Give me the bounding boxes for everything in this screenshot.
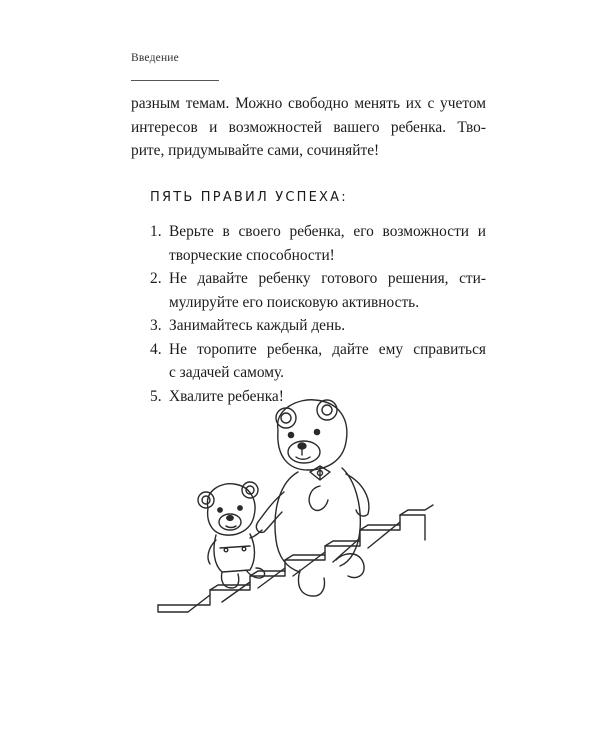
staircase-drawing <box>158 505 433 612</box>
big-bear-drawing <box>256 400 368 596</box>
intro-line: рите, придумывайте сами, сочиняйте! <box>131 142 380 159</box>
rule-line: Занимайтесь каждый день. <box>169 317 346 334</box>
rule-item <box>150 267 486 314</box>
small-bear-drawing <box>198 482 265 588</box>
rule-line: Не давайте ребенку готового решения, сти- <box>169 270 486 287</box>
rule-number: 3. <box>150 317 162 334</box>
intro-line: разным темам. Можно свободно менять их с учетом <box>131 95 486 112</box>
rules-list <box>150 220 486 408</box>
intro-paragraph <box>131 92 486 163</box>
bears-on-stairs-illustration <box>150 390 490 630</box>
rule-line: Верьте в своего ребенка, его возможности и <box>169 223 486 240</box>
rule-number: 1. <box>150 223 162 240</box>
rule-line: Не торопите ребенка, дайте ему справиться <box>169 340 486 358</box>
rule-line: мулируйте его поисковую активность. <box>169 293 420 311</box>
rule-item <box>150 314 486 338</box>
rule-line: творческие способности! <box>169 246 335 264</box>
rules-title: ПЯТЬ ПРАВИЛ УСПЕХА: <box>150 190 348 205</box>
running-head-rule <box>131 80 219 81</box>
running-head: Введение <box>131 52 179 64</box>
rule-number: 5. <box>150 387 162 405</box>
rule-line: с задачей самому. <box>169 364 285 381</box>
rule-line: Хвалите ребенка! <box>169 387 284 405</box>
rule-number: 4. <box>150 340 162 358</box>
rule-item <box>150 220 486 267</box>
intro-line: интересов и возможностей вашего ребенка. Тво- <box>131 118 486 136</box>
rule-item <box>150 338 486 385</box>
rule-number: 2. <box>150 270 162 287</box>
